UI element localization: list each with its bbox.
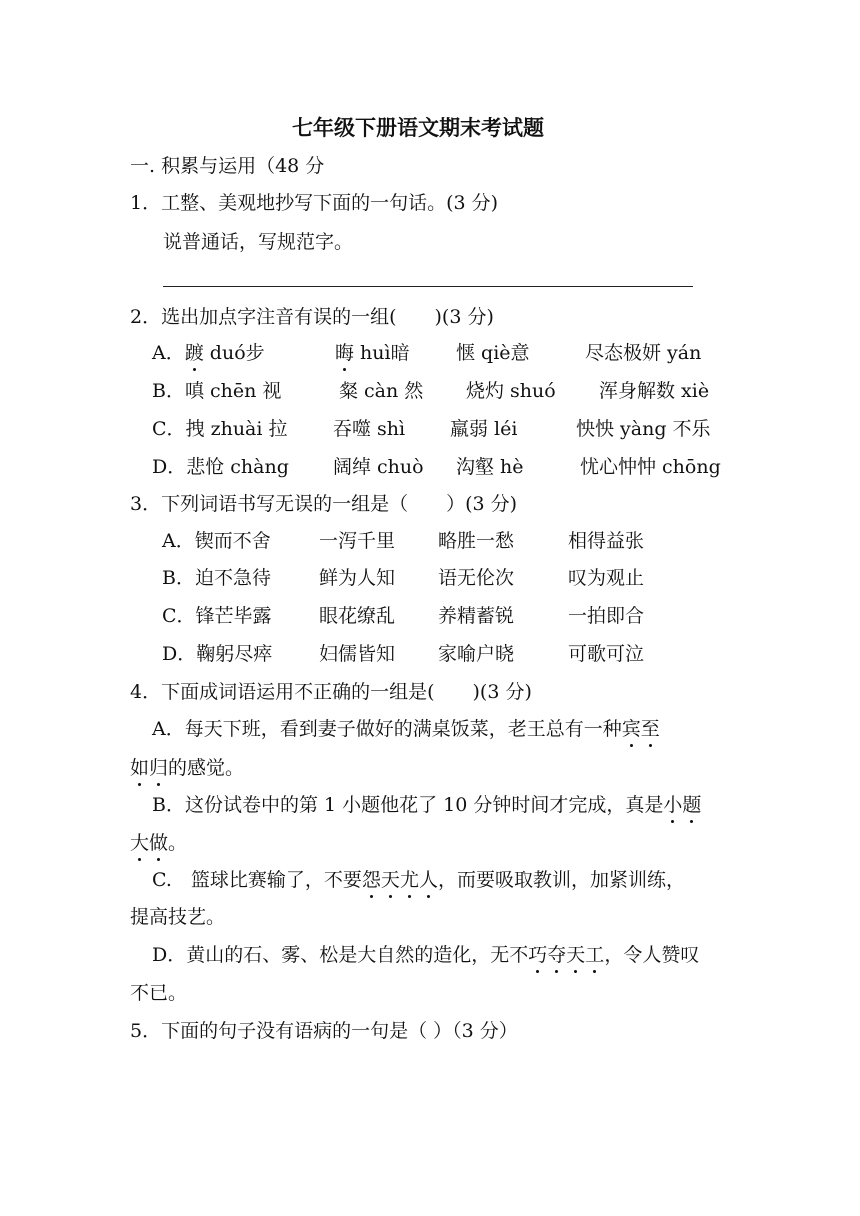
question-4-stem: 4．下面成词语运用不正确的一组是( )(3 分)	[130, 681, 532, 703]
q3-option-a-item-3: 略胜一愁	[438, 530, 515, 552]
emphasis-dot-char: 至	[640, 718, 660, 740]
q2-option-a-item-4: 尽态极妍 yán	[585, 342, 702, 364]
emphasis-dot-char: 怨	[361, 869, 381, 891]
emphasis-dot-char: 天	[566, 944, 586, 966]
q4-option-d-line-2: 不已。	[130, 982, 188, 1004]
q3-option-c-item-2: 眼花缭乱	[319, 605, 396, 627]
q2-option-d-item-3: 沟壑 hè	[456, 456, 524, 478]
emphasis-dot-char: 如	[130, 757, 150, 779]
emphasis-dot-char: 夺	[547, 944, 567, 966]
q3-option-c-item-4: 一拍即合	[568, 605, 645, 627]
q2-option-a-item-2: 晦 huì暗	[335, 342, 410, 364]
q4-option-d-line-1: D．黄山的石、雾、松是大自然的造化，无不巧夺天工，令人赞叹	[152, 944, 700, 966]
emphasis-dot-char: 天	[380, 869, 400, 891]
question-2-stem: 2．选出加点字注音有误的一组( )(3 分)	[130, 306, 494, 328]
q2-option-c-item-4: 怏怏 yàng 不乐	[576, 418, 711, 440]
q2-option-d-item-4: 忧心忡忡 chōng	[580, 456, 721, 478]
q3-option-a-item-4: 相得益张	[568, 530, 645, 552]
question-5-stem: 5．下面的句子没有语病的一句是（ ）（3 分）	[130, 1020, 518, 1042]
emphasis-dot-char: 题	[682, 794, 702, 816]
section-heading: 一. 积累与运用（48 分	[130, 155, 325, 177]
question-1-stem: 1．工整、美观地抄写下面的一句话。(3 分)	[130, 192, 499, 214]
emphasis-dot-char: 巧	[528, 944, 548, 966]
q4-option-b-dotted-2	[130, 832, 168, 854]
emphasis-dot-char: 人	[418, 869, 438, 891]
q2-option-b-item-1: B．嗔 chēn 视	[152, 380, 282, 402]
q4-option-b-dotted-1	[663, 794, 701, 816]
q2-option-c-item-2: 吞噬 shì	[333, 418, 406, 440]
question-1-sentence: 说普通话，写规范字。	[163, 231, 354, 253]
q2-option-d-item-1: D．悲怆 chàng	[152, 456, 289, 478]
emphasis-dot-char: 小	[663, 794, 683, 816]
q3-option-b-item-3: 语无伦次	[438, 567, 515, 589]
q3-option-d-item-3: 家喻户晓	[438, 643, 515, 665]
q4-option-b-line-2: 大做。	[130, 832, 188, 854]
q3-option-b-item-2: 鲜为人知	[319, 567, 396, 589]
q2-option-a-item-1: A．踱 duó步	[152, 342, 265, 364]
q3-option-a-item-1: A．锲而不舍	[162, 530, 271, 552]
emphasis-dot-char: 工	[585, 944, 605, 966]
q4-option-d-dotted	[528, 944, 604, 966]
q2-option-d-item-2: 阔绰 chuò	[333, 456, 424, 478]
q3-option-b-item-1: B．迫不急待	[162, 567, 271, 589]
q2-option-b-item-4: 浑身解数 xiè	[599, 380, 710, 402]
q4-option-c-line-1: C. 篮球比赛输了，不要怨天尤人，而要吸取教训，加紧训练，	[152, 869, 685, 891]
q4-option-a-line-2: 如归的感觉。	[130, 757, 245, 779]
q2-option-c-item-3: 羸弱 léi	[450, 418, 518, 440]
question-3-stem: 3．下列词语书写无误的一组是（ ）(3 分)	[130, 493, 518, 515]
emphasis-dot-char: 大	[130, 832, 150, 854]
q4-option-c-dotted	[362, 869, 438, 891]
q2-option-b-item-2: 粲 càn 然	[339, 380, 424, 402]
emphasis-dot-char: 尤	[399, 869, 419, 891]
q2-option-b-item-3: 烧灼 shuó	[466, 380, 556, 402]
emphasis-dot-char: 宾	[621, 718, 641, 740]
emphasis-dot-char: 做	[149, 832, 169, 854]
q3-option-b-item-4: 叹为观止	[568, 567, 645, 589]
q3-option-a-item-2: 一泻千里	[319, 530, 396, 552]
q3-option-c-item-1: C．锋芒毕露	[162, 605, 272, 627]
emphasis-dot-char: 归	[149, 757, 169, 779]
page-title: 七年级下册语文期末考试题	[292, 115, 544, 140]
q3-option-c-item-3: 养精蓄锐	[438, 605, 515, 627]
q4-option-c-line-2: 提高技艺。	[130, 906, 226, 928]
q3-option-d-item-4: 可歌可泣	[568, 643, 645, 665]
q4-option-a-dotted-2	[130, 757, 168, 779]
q3-option-d-item-1: D．鞠躬尽瘁	[162, 643, 273, 665]
q2-option-c-item-1: C．拽 zhuài 拉	[152, 418, 288, 440]
answer-line	[163, 286, 693, 287]
q3-option-d-item-2: 妇儒皆知	[319, 643, 396, 665]
q4-option-b-line-1: B．这份试卷中的第 1 小题他花了 10 分钟时间才完成，真是小题	[152, 794, 702, 816]
q2-option-a-item-3: 惬 qiè意	[456, 342, 530, 364]
q4-option-a-dotted-1	[622, 718, 660, 740]
q4-option-a-line-1: A．每天下班，看到妻子做好的满桌饭菜，老王总有一种宾至	[152, 718, 660, 740]
